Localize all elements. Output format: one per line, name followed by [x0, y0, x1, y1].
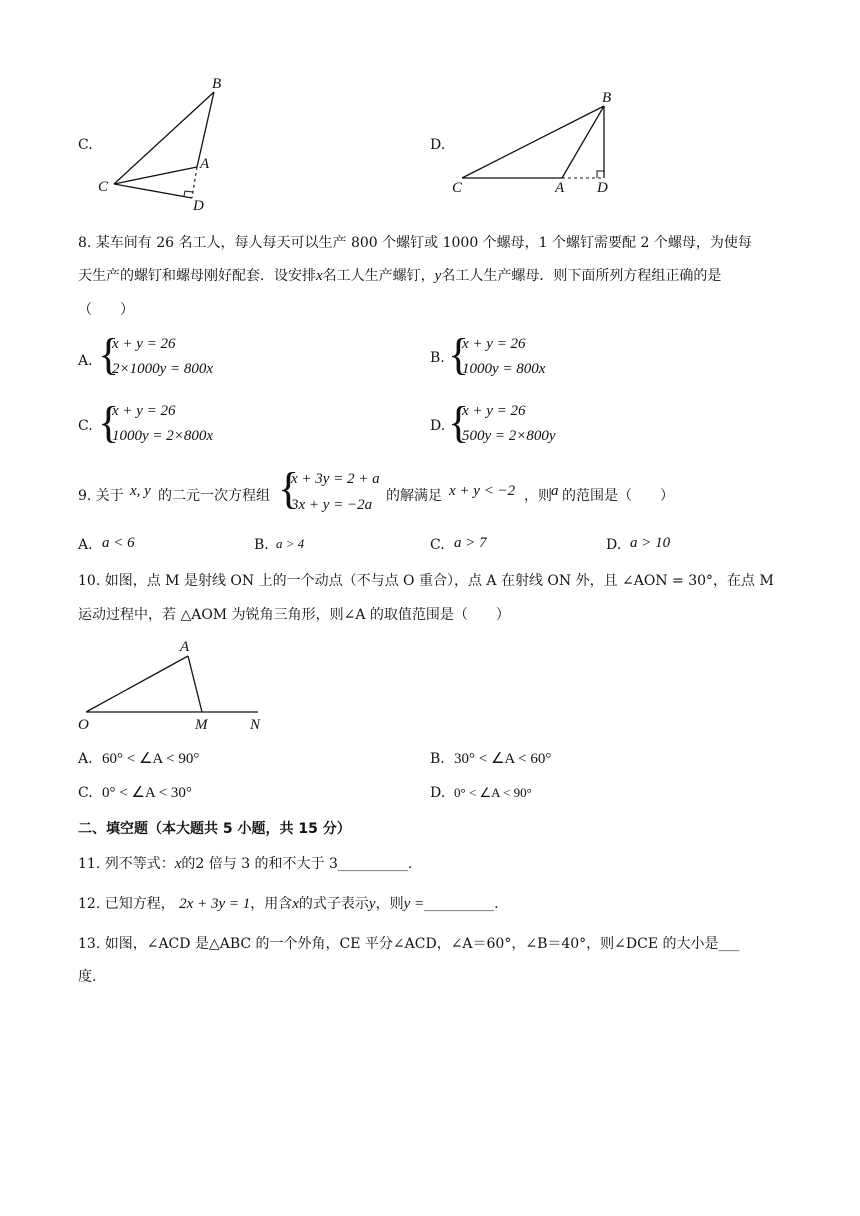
q7d-vertex-d: D [597, 180, 608, 196]
section-2-title: 二、填空题（本大题共 5 小题，共 15 分） [78, 821, 351, 837]
q10-option-c: 0° < ∠A < 30° [102, 785, 192, 801]
q8-b-eq1: x + y = 26 [462, 336, 526, 352]
q9-post2: ，则 [524, 488, 552, 504]
q8-c-eq2: 1000y = 2×800x [112, 428, 214, 444]
q8-option-a-label: A． [78, 353, 103, 369]
q10-stem-line2: 运动过程中，若 △AOM 为锐角三角形，则∠A 的取值范围是（ ） [78, 607, 510, 623]
q10-vertex-m: M [195, 717, 208, 733]
q9-eq2: 3x + y = −2a [291, 497, 373, 513]
q9-option-b-label: B. [254, 537, 269, 553]
q8-stem-line1: 8. 某车间有 26 名工人，每人每天可以生产 800 个螺钉或 1000 个螺母，1 个螺钉需要配 2 个螺母，为使每 [78, 235, 752, 251]
q7d-vertex-a: A [555, 180, 565, 196]
q10-vertex-n: N [250, 717, 261, 733]
q8-stem-line2: 天生产的螺钉和螺母刚好配套．设安排x名工人生产螺钉，y名工人生产螺母．则下面所列方程组正确的是 [78, 268, 722, 284]
q10-option-d: 0° < ∠A < 90° [454, 785, 532, 800]
q10-option-d-label: D. [430, 785, 446, 801]
q9-option-a: a < 6 [102, 535, 135, 551]
q7-figure-d [448, 82, 628, 197]
q9-mid: 的二元一次方程组 [158, 488, 270, 504]
q10-vertex-o: O [78, 717, 89, 733]
q9-post: 的解满足 [386, 488, 442, 504]
q7c-vertex-c: C [98, 179, 109, 195]
q8-a-brace: { [98, 330, 120, 379]
q10-option-c-label: C. [78, 785, 93, 801]
q8-b-eq2: 1000y = 800x [462, 361, 546, 377]
q9-pre: 9. 关于 [78, 488, 124, 504]
q9-condition: x + y < −2 [449, 483, 516, 499]
q10-option-a-label: A. [78, 751, 93, 767]
q7c-vertex-a: A [200, 156, 210, 172]
q8-option-d-label: D. [430, 418, 446, 434]
q10-option-b: 30° < ∠A < 60° [454, 751, 552, 767]
q7-figure-c [92, 70, 242, 215]
q8-b-brace: { [448, 330, 470, 379]
q8-c-eq1: x + y = 26 [112, 403, 176, 419]
q9-option-b: a > 4 [276, 536, 305, 551]
q7-option-d-label: D. [430, 137, 446, 153]
q7-option-c-label: C. [78, 137, 93, 153]
q9-vars: x, y [130, 483, 151, 499]
q8-paren: （ ） [78, 302, 134, 318]
q9-option-d-label: D. [606, 537, 622, 553]
q10-option-b-label: B. [430, 751, 445, 767]
q11-line: 11. 列不等式：x的2 倍与 3 的和不大于 3__________. [78, 856, 413, 872]
q8-d-eq1: x + y = 26 [462, 403, 526, 419]
q8-d-eq2: 500y = 2×800y [462, 428, 556, 444]
q9-option-d: a > 10 [630, 535, 671, 551]
q12-line: 12. 已知方程， 2x + 3y = 1，用含x的式子表示y，则y =__________. [78, 896, 499, 912]
q11-answer-blank[interactable]: __________ [337, 856, 408, 872]
q7c-vertex-d: D [193, 198, 204, 214]
q10-figure [72, 634, 272, 734]
q9-brace: { [278, 464, 300, 513]
q9-var-a: a [551, 483, 559, 499]
q8-c-brace: { [98, 398, 120, 447]
q8-option-c-label: C. [78, 418, 93, 434]
q13-line1: 13. 如图，∠ACD 是△ABC 的一个外角，CE 平分∠ACD，∠A＝60°，∠B＝40°，则∠DCE 的大小是___ [78, 936, 740, 952]
q8-d-brace: { [448, 398, 470, 447]
q9-post3: 的范围是（ ） [562, 488, 674, 504]
q9-eq1: x + 3y = 2 + a [291, 471, 380, 487]
q7d-vertex-c: C [452, 180, 463, 196]
q7c-vertex-b: B [212, 76, 222, 92]
q10-vertex-a: A [180, 639, 190, 655]
q8-a-eq1: x + y = 26 [112, 336, 176, 352]
q7d-vertex-b: B [602, 90, 612, 106]
q8-option-b-label: B. [430, 350, 445, 366]
q9-option-c-label: C. [430, 537, 445, 553]
q9-option-a-label: A. [78, 537, 93, 553]
q10-option-a: 60° < ∠A < 90° [102, 751, 200, 767]
q12-answer-blank[interactable]: __________ [424, 896, 495, 912]
q9-option-c: a > 7 [454, 535, 487, 551]
q10-stem-line1: 10. 如图，点 M 是射线 ON 上的一个动点（不与点 O 重合），点 A 在射线 ON 外，且 ∠AON = 30°，在点 M [78, 573, 774, 589]
q8-a-eq2: 2×1000y = 800x [112, 361, 214, 377]
q13-line2: 度. [78, 969, 97, 985]
